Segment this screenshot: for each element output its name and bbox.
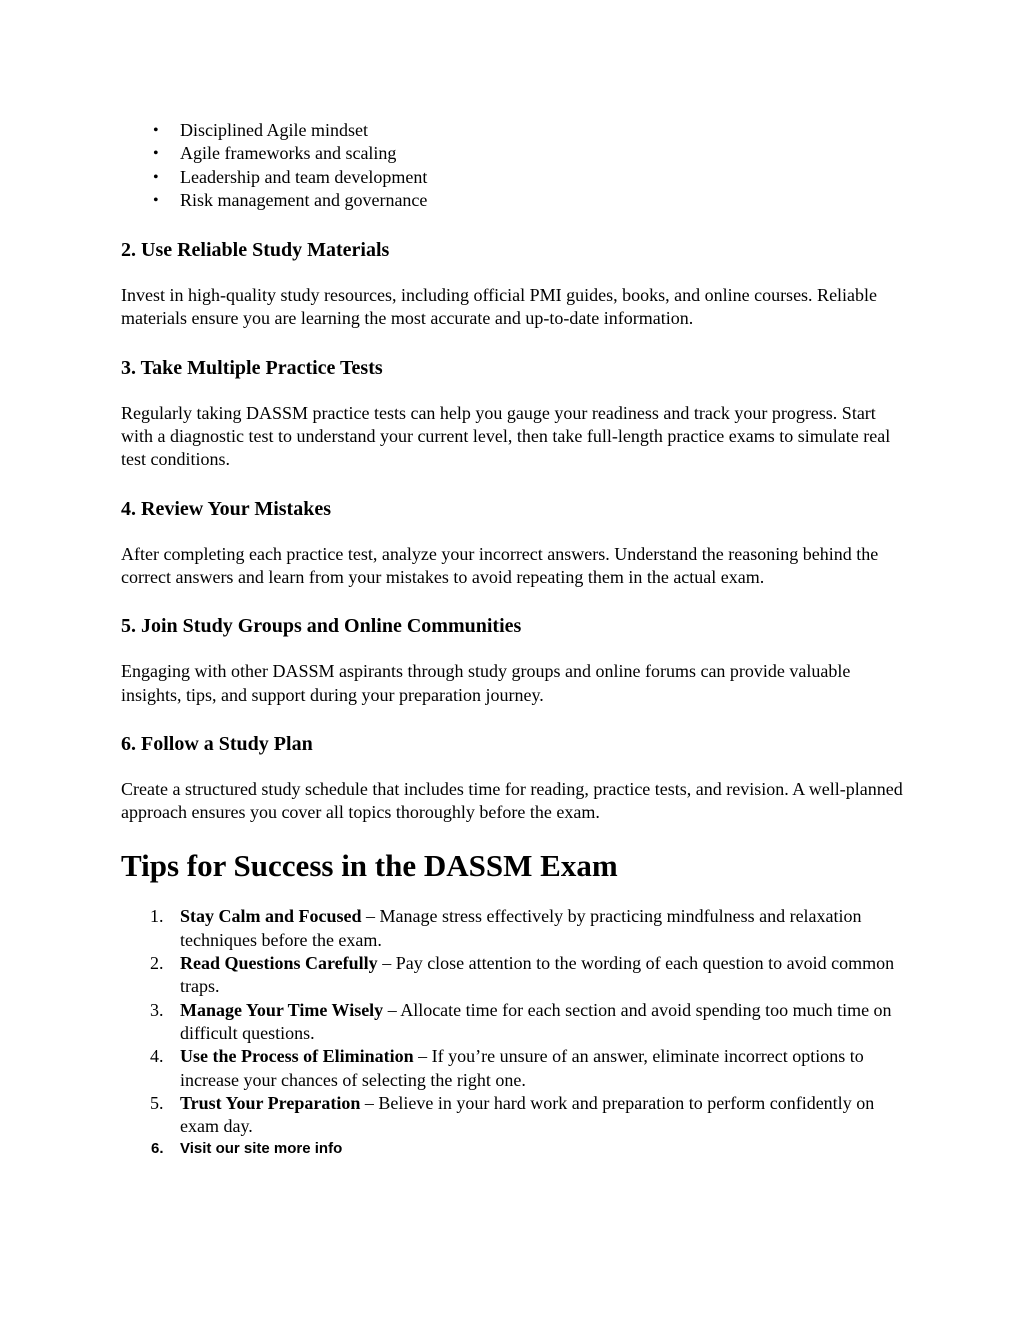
tip-number: 3.	[150, 999, 164, 1020]
section-heading: 6. Follow a Study Plan	[121, 732, 313, 755]
tip-title: Use the Process of Elimination	[180, 1046, 414, 1067]
tip-title: Read Questions Carefully	[180, 953, 378, 974]
tip-text: – Manage stress effectively by practicing mindfulness and relaxation techniques before the exam.	[180, 906, 862, 950]
tip-item	[121, 952, 911, 999]
tip-number: 1.	[150, 906, 164, 927]
tip-title: Manage Your Time Wisely	[180, 999, 384, 1020]
visit-site-item[interactable]	[121, 1138, 911, 1160]
section-body: After completing each practice test, analyze your incorrect answers. Understand the reasoning behind the correct answers and learn from your mistakes to avoid repeating them in the actual exam.	[121, 543, 879, 587]
tip-item	[121, 905, 911, 952]
list-item: • Leadership and team development	[121, 166, 911, 189]
section-body: Create a structured study schedule that includes time for reading, practice tests, and revision. A well-planned approach ensures you cover all topics thoroughly before the exam.	[121, 778, 903, 823]
section-heading: 5. Join Study Groups and Online Communities	[121, 615, 522, 638]
tip-text: – Pay close attention to the wording of each question to avoid common traps.	[180, 953, 895, 997]
tip-number: 5.	[150, 1092, 164, 1113]
section-heading: 2. Use Reliable Study Materials	[121, 239, 390, 262]
tip-text: – If you’re unsure of an answer, eliminate incorrect options to increase your chances of selecting the right one.	[180, 1046, 864, 1090]
tip-text: – Believe in your hard work and preparation to perform confidently on exam day.	[180, 1092, 875, 1137]
tip-item	[121, 999, 911, 1046]
tip-item	[121, 1045, 911, 1092]
tip-number: 6.	[151, 1140, 164, 1158]
list-item: • Agile frameworks and scaling	[121, 142, 911, 165]
section-heading: 4. Review Your Mistakes	[121, 497, 331, 520]
list-item: • Risk management and governance	[121, 189, 911, 212]
list-item: • Disciplined Agile mindset	[121, 119, 911, 142]
document-page	[121, 119, 911, 1160]
tips-title: Tips for Success in the DASSM Exam	[121, 848, 618, 884]
section-body: Regularly taking DASSM practice tests can help you gauge your readiness and track your progress. Start with a diagnostic test to understand your current level, then take full-length practice exams to simulate real test conditions.	[121, 402, 891, 470]
section-body: Invest in high-quality study resources, including official PMI guides, books, and online courses. Reliable materials ensure you are learning the most accurate and up-to-date information.	[121, 285, 878, 329]
section-body: Engaging with other DASSM aspirants through study groups and online forums can provide valuable insights, tips, and support during your preparation journey.	[121, 661, 851, 705]
tip-title: Stay Calm and Focused	[180, 906, 362, 927]
topic-list	[121, 119, 911, 212]
tip-number: 4.	[150, 1046, 164, 1067]
tip-text: – Allocate time for each section and avoid spending too much time on difficult questions.	[180, 999, 892, 1043]
tips-list	[121, 905, 911, 1160]
tip-title: Trust Your Preparation	[180, 1092, 361, 1113]
tip-item	[121, 1092, 911, 1139]
section-heading: 3. Take Multiple Practice Tests	[121, 356, 383, 379]
visit-site-link[interactable]: Visit our site more info	[180, 1140, 343, 1158]
tip-number: 2.	[150, 953, 164, 974]
